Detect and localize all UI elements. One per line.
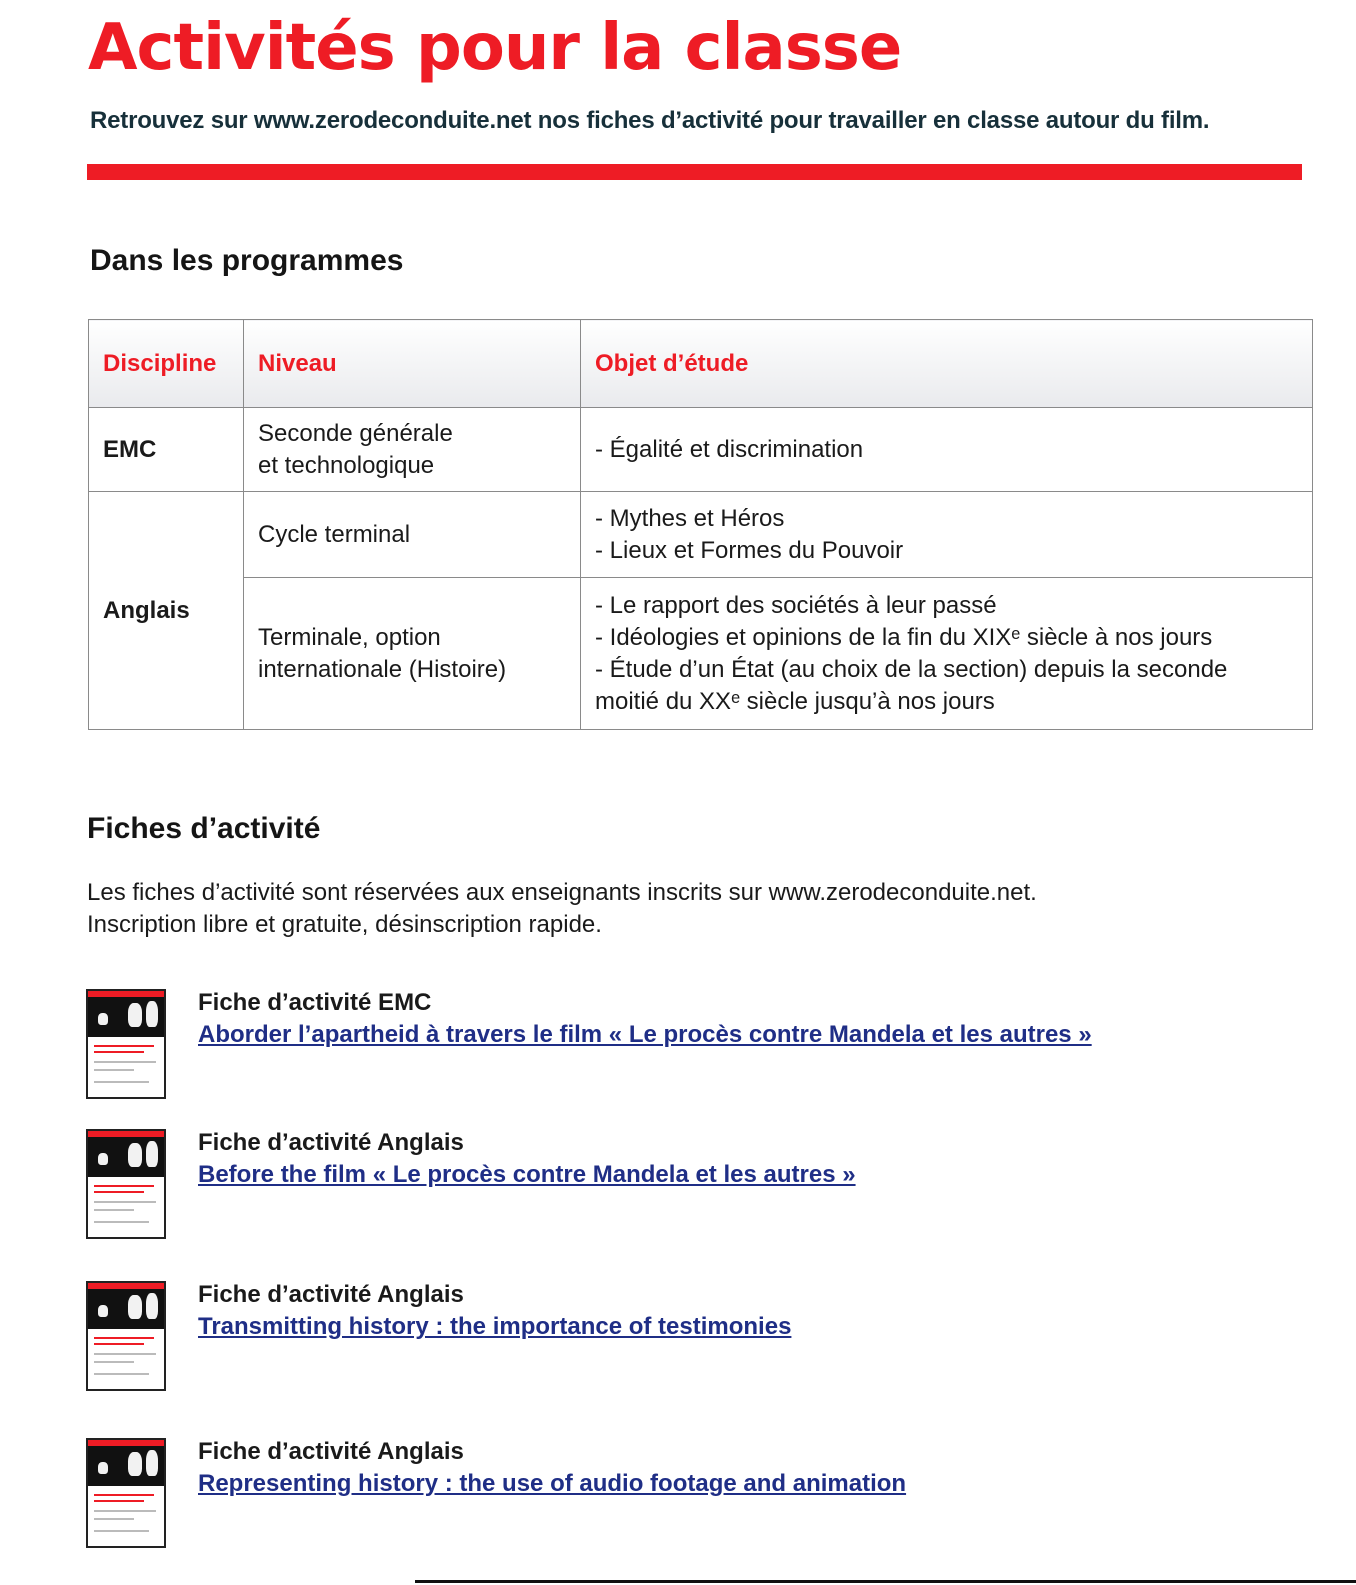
section-heading-fiches: Fiches d’activité	[87, 812, 321, 845]
title-divider	[87, 164, 1302, 180]
objet-cell	[581, 492, 1313, 578]
objet-line: moitié du XXᵉ siècle jusqu’à nos jours	[595, 687, 995, 715]
niveau-line: et technologique	[258, 451, 435, 479]
fiche-link[interactable]: Before the film « Le procès contre Mandela et les autres »	[198, 1161, 856, 1188]
table-row	[89, 578, 1313, 730]
discipline-cell: EMC	[89, 408, 244, 492]
fiche-item	[86, 989, 1286, 1105]
page-title: Activités pour la classe	[88, 11, 902, 85]
fiche-kind: Fiche d’activité Anglais	[198, 1438, 464, 1465]
niveau-cell	[244, 492, 581, 578]
objet-line: - Lieux et Formes du Pouvoir	[595, 536, 904, 564]
objet-line: - Égalité et discrimination	[595, 435, 864, 463]
table-header-row	[89, 320, 1313, 408]
objet-line: - Étude d’un État (au choix de la section) depuis la seconde	[595, 655, 1228, 683]
fiche-link[interactable]: Aborder l’apartheid à travers le film « Le procès contre Mandela et les autres »	[198, 1021, 1092, 1048]
fiche-kind: Fiche d’activité EMC	[198, 989, 432, 1016]
intro-line: Les fiches d’activité sont réservées aux enseignants inscrits sur www.zerodeconduite.net.	[87, 879, 1037, 906]
niveau-cell	[244, 578, 581, 730]
column-header-objet: Objet d’étude	[581, 320, 1313, 408]
fiche-item	[86, 1281, 1286, 1397]
section-heading-programmes: Dans les programmes	[90, 244, 404, 277]
column-header-niveau: Niveau	[244, 320, 581, 408]
intro-line: Inscription libre et gratuite, désinscription rapide.	[87, 911, 602, 938]
objet-cell	[581, 578, 1313, 730]
table-row	[89, 408, 1313, 492]
fiche-kind: Fiche d’activité Anglais	[198, 1281, 464, 1308]
niveau-line: Seconde générale	[258, 419, 453, 447]
objet-line: - Idéologies et opinions de la fin du XIXᵉ siècle à nos jours	[595, 623, 1213, 651]
fiche-link[interactable]: Transmitting history : the importance of testimonies	[198, 1313, 792, 1340]
fiche-thumbnail[interactable]	[86, 1438, 166, 1548]
fiche-thumbnail[interactable]	[86, 1281, 166, 1391]
column-header-discipline: Discipline	[89, 320, 244, 408]
niveau-line: Terminale, option	[258, 623, 441, 651]
table-row	[89, 492, 1313, 578]
objet-cell	[581, 408, 1313, 492]
fiche-kind: Fiche d’activité Anglais	[198, 1129, 464, 1156]
objet-line: - Le rapport des sociétés à leur passé	[595, 591, 997, 619]
programmes-table	[88, 319, 1313, 730]
niveau-line: internationale (Histoire)	[258, 655, 507, 683]
page-subtitle: Retrouvez sur www.zerodeconduite.net nos fiches d’activité pour travailler en classe autour du film.	[90, 107, 1210, 134]
niveau-cell	[244, 408, 581, 492]
fiche-thumbnail[interactable]	[86, 1129, 166, 1239]
fiche-item	[86, 1129, 1286, 1245]
fiche-link[interactable]: Representing history : the use of audio footage and animation	[198, 1470, 907, 1497]
niveau-line: Cycle terminal	[258, 520, 411, 548]
bottom-divider	[415, 1580, 1356, 1583]
fiche-thumbnail[interactable]	[86, 989, 166, 1099]
objet-line: - Mythes et Héros	[595, 504, 785, 532]
fiches-intro	[87, 877, 1037, 941]
fiche-item	[86, 1438, 1286, 1554]
discipline-cell: Anglais	[89, 492, 244, 730]
